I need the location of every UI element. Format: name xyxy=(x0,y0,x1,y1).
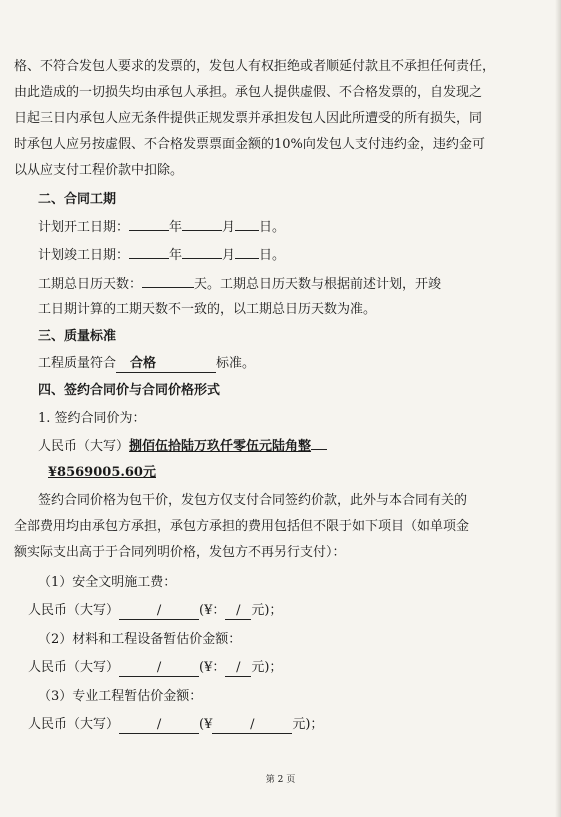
yen-blank: / xyxy=(225,603,251,620)
quality-row xyxy=(0,354,561,374)
contract-price-item: 1. 签约合同价为： xyxy=(38,411,146,426)
quality-value: 合格 xyxy=(116,356,216,373)
yen-close: 元)； xyxy=(251,660,283,675)
rmb-upper-amount: 捌佰伍拾陆万玖仟零伍元陆角整 xyxy=(129,439,312,454)
day-text: 日。 xyxy=(259,248,286,263)
yen-close: 元)； xyxy=(292,717,324,732)
paragraph-line: 额实际支出高于于合同列明价格，发包方不再另行支付）： xyxy=(14,545,346,560)
section-heading: 四、签约合同价与合同价格形式 xyxy=(38,383,221,398)
yen-close: 元)； xyxy=(251,603,283,618)
total-days-text: 天。工期总日历天数与根据前述计划，开竣 xyxy=(194,277,442,292)
paragraph-line: 格、不符合发包人要求的发票的，发包人有权拒绝或者顺延付款且不承担任何责任， xyxy=(14,59,496,74)
paragraph-line: 以从应支付工程价款中扣除。 xyxy=(14,163,184,178)
day-text: 日。 xyxy=(259,220,286,235)
rmb-label: 人民币（大写） xyxy=(28,717,120,732)
end-day-blank xyxy=(235,258,259,259)
yen-open: (¥： xyxy=(199,603,226,618)
rmb-blank: / xyxy=(119,717,199,734)
total-days-text-2: 工日期计算的工期天数不一致的，以工期总日历天数为准。 xyxy=(38,302,377,317)
month-text: 月 xyxy=(222,220,236,235)
start-day-blank xyxy=(235,230,259,231)
end-date-label: 计划竣工日期： xyxy=(38,248,130,263)
fee-item-label: （2）材料和工程设备暂估价金额： xyxy=(38,632,242,647)
yen-open: (¥： xyxy=(199,660,226,675)
yen-open: (¥ xyxy=(199,717,213,732)
page-number: 第 2 页 xyxy=(265,775,296,785)
rmb-label: 人民币（大写） xyxy=(28,603,120,618)
total-days-blank xyxy=(142,287,194,288)
section-heading: 二、合同工期 xyxy=(38,192,117,207)
paragraph-line: 日起三日内承包人应无条件提供正规发票并承担发包人因此所遭受的所有损失，同 xyxy=(14,111,483,126)
end-month-blank xyxy=(182,258,222,259)
end-date-row xyxy=(0,246,561,266)
month-text: 月 xyxy=(222,248,236,263)
rmb-number-row xyxy=(0,463,561,483)
paragraph-line: 全部费用均由承包方承担，承包方承担的费用包括但不限于如下项目（如单项金 xyxy=(14,519,470,534)
fee-item-amount-row xyxy=(0,601,561,621)
end-year-blank xyxy=(129,258,169,259)
rmb-blank: / xyxy=(119,660,199,677)
page-edge-shadow xyxy=(555,0,561,817)
fee-item-label: （3）专业工程暂估价金额： xyxy=(38,689,203,704)
rmb-upper-row xyxy=(0,437,561,457)
section-heading: 三、质量标准 xyxy=(38,329,117,344)
fee-item-label: （1）安全文明施工费： xyxy=(38,575,177,590)
rmb-upper-tail xyxy=(311,449,327,450)
rmb-blank: / xyxy=(119,603,199,620)
year-text: 年 xyxy=(169,220,183,235)
start-year-blank xyxy=(129,230,169,231)
quality-suffix: 标准。 xyxy=(216,356,256,371)
paragraph-line: 由此造成的一切损失均由承包人承担。承包人提供虚假、不合格发票的，自发现之 xyxy=(14,85,483,100)
total-days-row xyxy=(0,275,561,295)
rmb-label: 人民币（大写） xyxy=(28,660,120,675)
fee-item-amount-row xyxy=(0,658,561,678)
yen-blank: / xyxy=(212,717,292,734)
year-text: 年 xyxy=(169,248,183,263)
paragraph-line: 签约合同价格为包干价，发包方仅支付合同签约价款，此外与本合同有关的 xyxy=(38,493,468,508)
yen-blank: / xyxy=(225,660,251,677)
paragraph-line: 时承包人应另按虚假、不合格发票票面金额的10%向发包人支付违约金，违约金可 xyxy=(14,137,485,152)
start-date-row xyxy=(0,218,561,238)
start-month-blank xyxy=(182,230,222,231)
rmb-number-amount: ¥8569005.60元 xyxy=(48,465,156,480)
rmb-label: 人民币（大写） xyxy=(38,439,130,454)
total-days-label: 工期总日历天数： xyxy=(38,277,143,292)
start-date-label: 计划开工日期： xyxy=(38,220,130,235)
quality-label: 工程质量符合 xyxy=(38,356,117,371)
fee-item-amount-row xyxy=(0,715,561,735)
